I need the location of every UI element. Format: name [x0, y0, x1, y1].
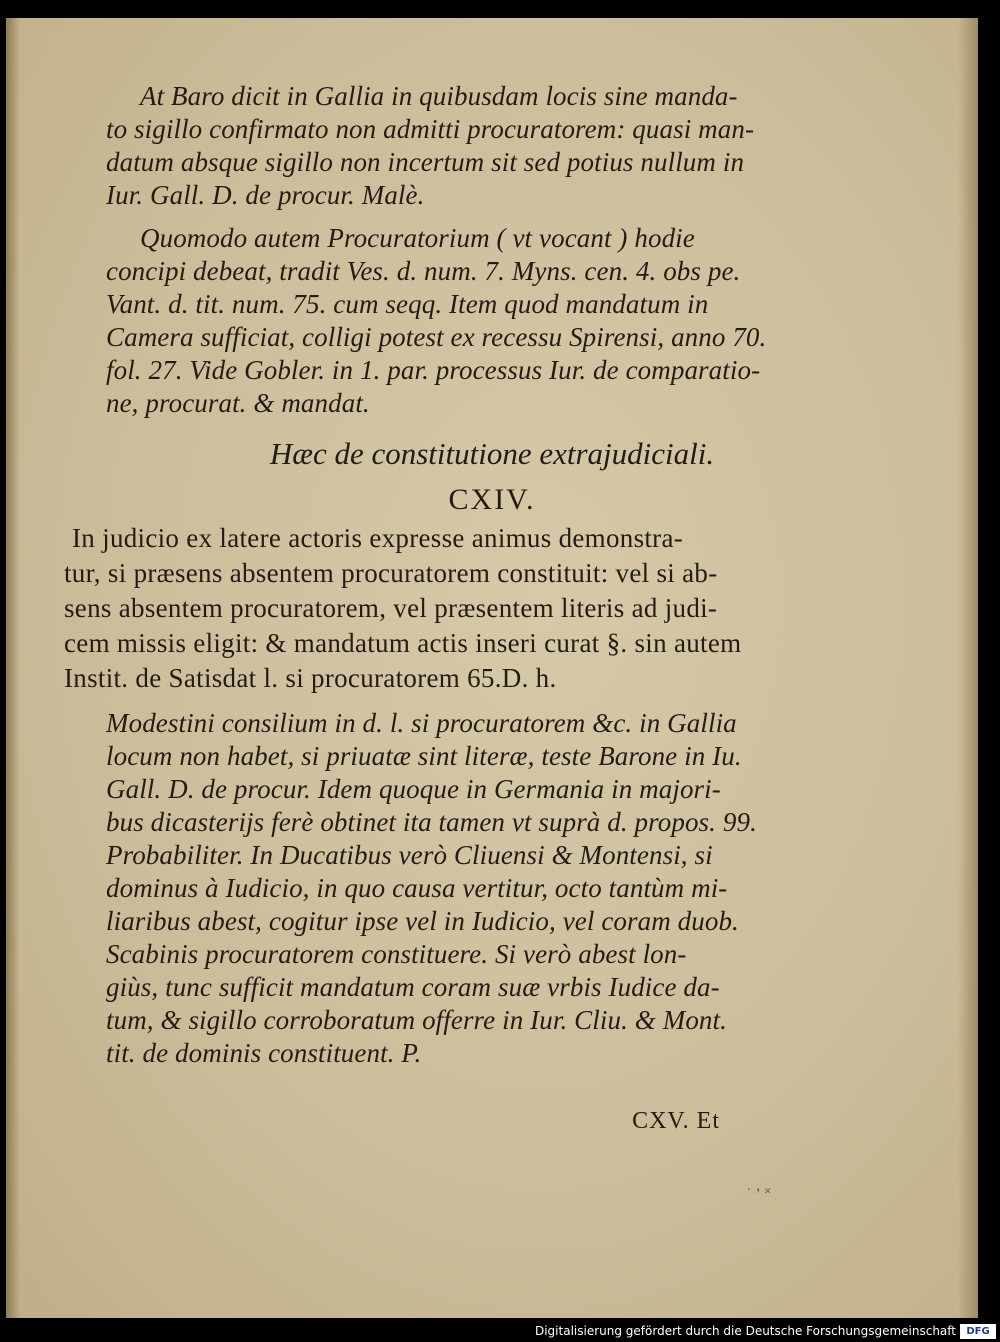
text-line: Scabinis procuratorem constituere. Si verò abest lon-	[106, 939, 687, 969]
section-heading: Hæc de constitutione extrajudiciali.	[269, 436, 715, 471]
text-line: locum non habet, si priuatæ sint literæ, teste Barone in Iu.	[106, 741, 742, 771]
text-line: dominus à Iudicio, in quo causa vertitur, octo tantùm mi-	[106, 873, 728, 903]
text-line: liaribus abest, cogitur ipse vel in Iudicio, vel coram duob.	[106, 906, 739, 936]
catchword: CXV. Et	[632, 1108, 720, 1134]
text-line: cem missis eligit: & mandatum actis inseri curat §. sin autem	[64, 628, 742, 658]
text-line: Gall. D. de procur. Idem quoque in Germania in majori-	[106, 774, 721, 804]
footer-bar	[0, 1318, 1000, 1342]
section-number: CXIV.	[448, 483, 536, 516]
text-line: Iur. Gall. D. de procur. Malè.	[106, 180, 425, 210]
page-edge-left	[6, 18, 20, 1318]
text-line: fol. 27. Vide Gobler. in 1. par. processus Iur. de comparatio-	[106, 355, 761, 385]
text-line: to sigillo confirmato non admitti procuratorem: quasi man-	[106, 114, 755, 144]
footer-credit: Digitalisierung gefördert durch die Deutsche Forschungsgemeinschaft	[534, 1324, 956, 1338]
text-line: tum, & sigillo corroboratum offerre in Iur. Cliu. & Mont.	[106, 1005, 727, 1035]
text-line: Vant. d. tit. num. 75. cum seqq. Item quod mandatum in	[106, 289, 709, 319]
text-line: In judicio ex latere actoris expresse animus demonstra-	[72, 523, 684, 553]
text-line: Camera sufficiat, colligi potest ex recessu Spirensi, anno 70.	[106, 322, 767, 352]
text-line: sens absentem procuratorem, vel præsentem literis ad judi-	[64, 593, 718, 623]
text-line: ne, procurat. & mandat.	[106, 388, 370, 418]
book-page	[6, 18, 978, 1318]
text-line: bus dicasterijs ferè obtinet ita tamen vt suprà d. propos. 99.	[106, 807, 757, 837]
text-line: Modestini consilium in d. l. si procuratorem &c. in Gallia	[106, 708, 737, 738]
text-line: At Baro dicit in Gallia in quibusdam locis sine manda-	[140, 81, 738, 111]
text-line: Probabiliter. In Ducatibus verò Cliuensi & Montensi, si	[106, 840, 713, 870]
text-line: Quomodo autem Procuratorium ( vt vocant ) hodie	[140, 223, 695, 253]
text-line: tit. de dominis constituent. P.	[106, 1038, 422, 1068]
page-edge-right	[958, 18, 978, 1318]
dfg-logo-icon: DFG	[960, 1324, 996, 1339]
text-line: concipi debeat, tradit Ves. d. num. 7. Myns. cen. 4. obs pe.	[106, 256, 741, 286]
text-line: datum absque sigillo non incertum sit sed potius nullum in	[106, 147, 745, 177]
text-line: tur, si præsens absentem procuratorem constituit: vel si ab-	[64, 558, 718, 588]
text-line: Instit. de Satisdat l. si procuratorem 65.D. h.	[64, 663, 557, 693]
ink-speck: ˙ ʼ ˟	[746, 1186, 771, 1203]
text-line: giùs, tunc sufficit mandatum coram suæ vrbis Iudice da-	[106, 972, 720, 1002]
